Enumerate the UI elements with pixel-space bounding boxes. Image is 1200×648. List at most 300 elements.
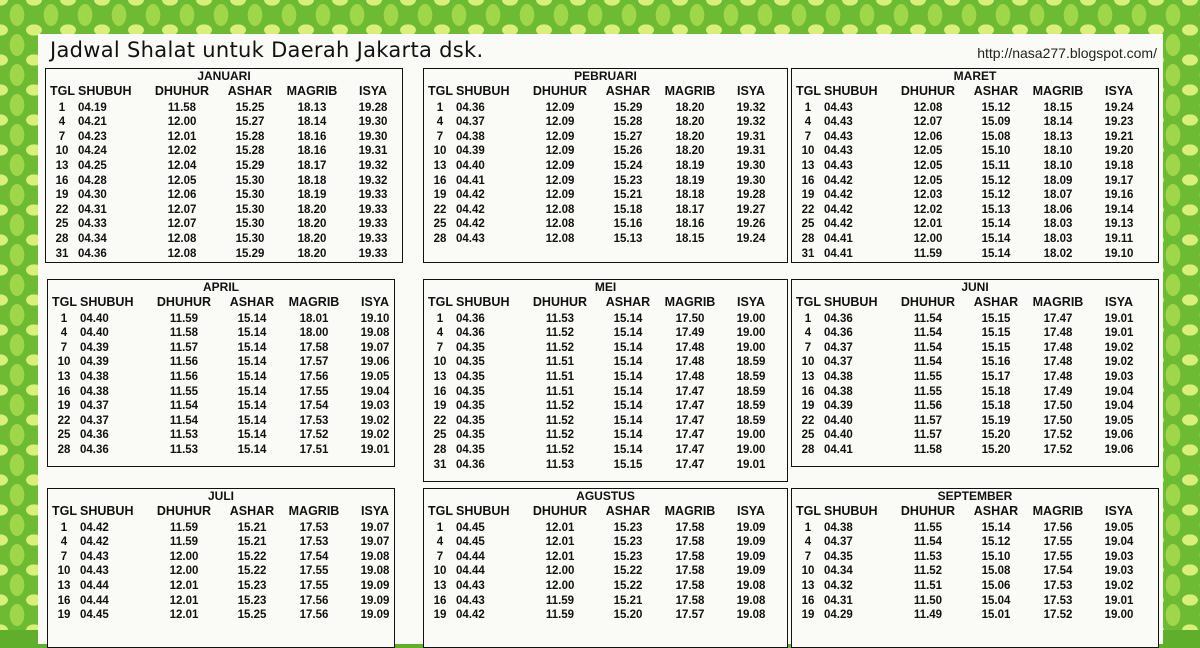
- cell-dhuhur: 12.08: [913, 101, 943, 114]
- cell-dhuhur: 12.09: [545, 174, 575, 187]
- cell-shubuh: 04.35: [456, 414, 485, 427]
- table-row: [46, 173, 404, 188]
- column-header-magrib: MAGRIB: [664, 503, 716, 518]
- cell-ashar: 15.18: [613, 203, 643, 216]
- cell-shubuh: 04.38: [824, 370, 853, 383]
- cell-magrib: 17.56: [299, 370, 329, 383]
- cell-ashar: 15.21: [237, 536, 267, 549]
- cell-magrib: 17.47: [1043, 312, 1073, 325]
- cell-ashar: 15.14: [237, 312, 267, 325]
- cell-dhuhur: 12.01: [545, 536, 575, 549]
- table-row: [792, 593, 1150, 608]
- cell-tgl: 19: [801, 189, 815, 202]
- table-row: [424, 129, 782, 144]
- table-row: [424, 608, 782, 623]
- cell-ashar: 15.28: [613, 116, 643, 129]
- cell-tgl: 13: [57, 579, 71, 592]
- table-row: [46, 129, 404, 144]
- table-row: [792, 340, 1150, 355]
- cell-ashar: 15.15: [981, 341, 1011, 354]
- cell-tgl: 28: [433, 232, 447, 245]
- cell-tgl: 19: [433, 609, 447, 622]
- cell-isya: 19.21: [1104, 130, 1134, 143]
- cell-isya: 19.00: [736, 429, 766, 442]
- cell-tgl: 22: [433, 414, 447, 427]
- column-header-isya: ISYA: [736, 294, 766, 309]
- table-row: [48, 442, 406, 457]
- cell-ashar: 15.14: [613, 414, 643, 427]
- cell-isya: 19.31: [736, 145, 766, 158]
- cell-ashar: 15.14: [613, 385, 643, 398]
- column-header-shubuh: SHUBUH: [456, 83, 510, 98]
- cell-magrib: 17.48: [1043, 341, 1073, 354]
- cell-magrib: 18.15: [1043, 101, 1073, 114]
- cell-magrib: 18.16: [297, 145, 327, 158]
- cell-isya: 18.59: [736, 385, 766, 398]
- cell-ashar: 15.30: [235, 189, 265, 202]
- cell-ashar: 15.19: [981, 414, 1011, 427]
- column-header-isya: ISYA: [736, 83, 766, 98]
- cell-tgl: 10: [801, 565, 815, 578]
- cell-ashar: 15.29: [235, 247, 265, 260]
- cell-tgl: 7: [60, 341, 68, 354]
- table-row: [424, 428, 782, 443]
- cell-isya: 19.00: [736, 341, 766, 354]
- month-name: MARET: [953, 69, 997, 83]
- cell-dhuhur: 11.59: [169, 312, 199, 325]
- cell-dhuhur: 12.00: [913, 232, 943, 245]
- cell-magrib: 17.48: [1043, 370, 1073, 383]
- cell-magrib: 17.58: [675, 565, 705, 578]
- cell-ashar: 15.10: [981, 550, 1011, 563]
- cell-shubuh: 04.38: [80, 385, 109, 398]
- cell-dhuhur: 11.59: [545, 594, 575, 607]
- table-row: [48, 520, 406, 535]
- cell-shubuh: 04.42: [456, 609, 485, 622]
- column-header-dhuhur: DHUHUR: [900, 503, 956, 518]
- cell-isya: 19.02: [360, 414, 390, 427]
- cell-isya: 19.06: [1104, 429, 1134, 442]
- column-header-shubuh: SHUBUH: [80, 294, 134, 309]
- cell-shubuh: 04.44: [80, 579, 109, 592]
- cell-ashar: 15.14: [981, 247, 1011, 260]
- cell-shubuh: 04.44: [456, 565, 485, 578]
- cell-dhuhur: 12.04: [167, 159, 197, 172]
- cell-shubuh: 04.36: [456, 327, 485, 340]
- month-name: SEPTEMBER: [937, 489, 1013, 503]
- cell-shubuh: 04.43: [80, 565, 109, 578]
- cell-isya: 19.17: [1104, 174, 1134, 187]
- cell-shubuh: 04.37: [80, 400, 109, 413]
- cell-dhuhur: 11.52: [913, 565, 943, 578]
- cell-isya: 19.30: [736, 174, 766, 187]
- cell-isya: 19.03: [360, 400, 390, 413]
- month-name: JUNI: [961, 280, 989, 294]
- cell-ashar: 15.22: [613, 565, 643, 578]
- cell-shubuh: 04.42: [456, 189, 485, 202]
- cell-ashar: 15.20: [981, 429, 1011, 442]
- cell-magrib: 17.53: [299, 414, 329, 427]
- schedule-sheet: [38, 34, 1163, 644]
- cell-dhuhur: 11.51: [545, 370, 575, 383]
- cell-ashar: 15.14: [613, 341, 643, 354]
- cell-dhuhur: 11.58: [913, 443, 943, 456]
- cell-dhuhur: 12.08: [167, 232, 197, 245]
- cell-tgl: 22: [57, 414, 71, 427]
- cell-shubuh: 04.36: [456, 101, 485, 114]
- table-row: [792, 173, 1150, 188]
- cell-shubuh: 04.43: [824, 145, 853, 158]
- cell-isya: 19.26: [736, 218, 766, 231]
- cell-dhuhur: 12.09: [545, 130, 575, 143]
- cell-isya: 19.27: [736, 203, 766, 216]
- cell-ashar: 15.15: [981, 312, 1011, 325]
- table-row: [48, 369, 406, 384]
- cell-isya: 19.04: [360, 385, 390, 398]
- cell-isya: 19.07: [360, 536, 390, 549]
- cell-isya: 19.08: [736, 579, 766, 592]
- cell-magrib: 17.57: [675, 609, 705, 622]
- source-url: http://nasa277.blogspot.com/: [977, 45, 1157, 61]
- cell-shubuh: 04.42: [824, 189, 853, 202]
- column-header-magrib: MAGRIB: [288, 503, 340, 518]
- cell-isya: 19.33: [358, 232, 388, 245]
- cell-isya: 19.04: [1104, 400, 1134, 413]
- cell-magrib: 18.13: [297, 101, 327, 114]
- cell-shubuh: 04.36: [80, 443, 109, 456]
- cell-dhuhur: 12.09: [545, 189, 575, 202]
- column-header-shubuh: SHUBUH: [824, 503, 878, 518]
- cell-dhuhur: 12.09: [545, 159, 575, 172]
- column-header-ashar: ASHAR: [605, 294, 651, 309]
- cell-shubuh: 04.42: [456, 218, 485, 231]
- cell-tgl: 31: [433, 458, 447, 471]
- cell-tgl: 19: [801, 609, 815, 622]
- table-row: [792, 355, 1150, 370]
- cell-ashar: 15.28: [235, 130, 265, 143]
- cell-tgl: 13: [433, 579, 447, 592]
- column-header-tgl: TGL: [52, 294, 77, 309]
- month-table: [791, 279, 1159, 467]
- cell-shubuh: 04.39: [456, 145, 485, 158]
- cell-dhuhur: 12.09: [545, 101, 575, 114]
- cell-dhuhur: 12.06: [913, 130, 943, 143]
- cell-ashar: 15.14: [237, 370, 267, 383]
- cell-shubuh: 04.44: [80, 594, 109, 607]
- cell-isya: 19.01: [1104, 594, 1134, 607]
- cell-tgl: 13: [433, 159, 447, 172]
- cell-dhuhur: 12.06: [167, 189, 197, 202]
- column-header-tgl: TGL: [52, 503, 77, 518]
- column-header-isya: ISYA: [1104, 294, 1134, 309]
- cell-shubuh: 04.35: [824, 550, 853, 563]
- table-row: [424, 340, 782, 355]
- column-header-row: [48, 503, 406, 518]
- month-table: [423, 68, 788, 263]
- cell-dhuhur: 11.59: [913, 247, 943, 260]
- cell-tgl: 13: [801, 579, 815, 592]
- cell-ashar: 15.23: [237, 594, 267, 607]
- column-header-tgl: TGL: [796, 503, 821, 518]
- cell-magrib: 17.58: [299, 341, 329, 354]
- cell-ashar: 15.14: [613, 327, 643, 340]
- cell-isya: 19.01: [1104, 312, 1134, 325]
- cell-magrib: 17.58: [675, 579, 705, 592]
- cell-shubuh: 04.43: [456, 579, 485, 592]
- cell-ashar: 15.21: [613, 189, 643, 202]
- cell-isya: 19.28: [736, 189, 766, 202]
- cell-tgl: 16: [801, 174, 815, 187]
- cell-shubuh: 04.36: [456, 312, 485, 325]
- cell-ashar: 15.30: [235, 203, 265, 216]
- column-header-isya: ISYA: [1104, 503, 1134, 518]
- cell-shubuh: 04.38: [824, 521, 853, 534]
- cell-magrib: 17.48: [675, 370, 705, 383]
- cell-shubuh: 04.40: [824, 429, 853, 442]
- cell-tgl: 7: [60, 550, 68, 563]
- cell-shubuh: 04.35: [456, 370, 485, 383]
- column-header-row: [792, 294, 1150, 309]
- cell-magrib: 17.54: [299, 550, 329, 563]
- column-header-tgl: TGL: [428, 294, 453, 309]
- cell-shubuh: 04.42: [824, 218, 853, 231]
- cell-dhuhur: 11.53: [545, 458, 575, 471]
- cell-dhuhur: 11.54: [913, 312, 943, 325]
- cell-dhuhur: 11.52: [545, 429, 575, 442]
- cell-dhuhur: 12.02: [167, 145, 197, 158]
- cell-tgl: 4: [804, 327, 812, 340]
- table-row: [424, 115, 782, 130]
- column-header-row: [792, 503, 1150, 518]
- cell-shubuh: 04.21: [78, 116, 107, 129]
- cell-ashar: 15.14: [613, 312, 643, 325]
- cell-ashar: 15.06: [981, 579, 1011, 592]
- cell-tgl: 28: [57, 443, 71, 456]
- cell-ashar: 15.26: [613, 145, 643, 158]
- cell-ashar: 15.14: [237, 341, 267, 354]
- cell-dhuhur: 12.05: [913, 145, 943, 158]
- cell-isya: 19.20: [1104, 145, 1134, 158]
- cell-dhuhur: 11.53: [169, 429, 199, 442]
- cell-isya: 19.02: [360, 429, 390, 442]
- cell-ashar: 15.29: [235, 159, 265, 172]
- cell-isya: 19.24: [736, 232, 766, 245]
- cell-tgl: 1: [436, 521, 444, 534]
- cell-dhuhur: 11.58: [167, 101, 197, 114]
- cell-magrib: 18.20: [675, 101, 705, 114]
- cell-tgl: 10: [433, 356, 447, 369]
- cell-magrib: 17.54: [1043, 565, 1073, 578]
- cell-magrib: 18.17: [675, 203, 705, 216]
- month-table: [423, 488, 788, 648]
- cell-ashar: 15.12: [981, 101, 1011, 114]
- cell-tgl: 19: [57, 400, 71, 413]
- cell-dhuhur: 11.57: [913, 429, 943, 442]
- cell-dhuhur: 12.00: [169, 550, 199, 563]
- cell-tgl: 19: [57, 609, 71, 622]
- cell-shubuh: 04.43: [824, 159, 853, 172]
- table-row: [792, 246, 1150, 261]
- cell-shubuh: 04.36: [824, 312, 853, 325]
- cell-isya: 19.08: [360, 550, 390, 563]
- cell-isya: 19.30: [358, 130, 388, 143]
- cell-shubuh: 04.43: [824, 116, 853, 129]
- cell-tgl: 16: [433, 174, 447, 187]
- table-row: [424, 564, 782, 579]
- table-row: [424, 535, 782, 550]
- month-table: [47, 488, 395, 648]
- cell-dhuhur: 11.54: [913, 356, 943, 369]
- cell-tgl: 4: [58, 116, 66, 129]
- column-header-ashar: ASHAR: [229, 503, 275, 518]
- table-row: [792, 608, 1150, 623]
- column-header-shubuh: SHUBUH: [824, 294, 878, 309]
- cell-shubuh: 04.36: [456, 458, 485, 471]
- cell-magrib: 17.57: [299, 356, 329, 369]
- cell-isya: 19.31: [736, 130, 766, 143]
- table-row: [424, 158, 782, 173]
- cell-tgl: 1: [58, 101, 66, 114]
- cell-ashar: 15.22: [237, 550, 267, 563]
- column-header-magrib: MAGRIB: [288, 294, 340, 309]
- month-table: [791, 68, 1159, 263]
- table-row: [46, 115, 404, 130]
- table-row: [424, 231, 782, 246]
- cell-magrib: 17.48: [1043, 327, 1073, 340]
- column-header-dhuhur: DHUHUR: [532, 503, 588, 518]
- cell-tgl: 7: [436, 130, 444, 143]
- table-row: [48, 549, 406, 564]
- cell-tgl: 10: [801, 145, 815, 158]
- table-row: [792, 399, 1150, 414]
- cell-shubuh: 04.28: [78, 174, 107, 187]
- month-name: JULI: [207, 489, 234, 503]
- cell-tgl: 7: [58, 130, 66, 143]
- table-row: [792, 129, 1150, 144]
- table-row: [48, 564, 406, 579]
- cell-tgl: 4: [60, 536, 68, 549]
- cell-isya: 19.00: [736, 312, 766, 325]
- cell-dhuhur: 11.54: [913, 536, 943, 549]
- table-row: [48, 428, 406, 443]
- cell-dhuhur: 12.05: [167, 174, 197, 187]
- cell-dhuhur: 11.53: [169, 443, 199, 456]
- table-row: [424, 311, 782, 326]
- cell-dhuhur: 11.50: [913, 594, 943, 607]
- cell-dhuhur: 11.54: [913, 327, 943, 340]
- cell-magrib: 17.48: [1043, 356, 1073, 369]
- cell-shubuh: 04.33: [78, 218, 107, 231]
- cell-tgl: 1: [60, 521, 68, 534]
- cell-magrib: 17.56: [299, 594, 329, 607]
- cell-magrib: 18.18: [297, 174, 327, 187]
- cell-shubuh: 04.45: [456, 521, 485, 534]
- cell-tgl: 25: [801, 218, 815, 231]
- cell-magrib: 18.10: [1043, 159, 1073, 172]
- cell-dhuhur: 11.56: [169, 370, 199, 383]
- column-header-dhuhur: DHUHUR: [532, 83, 588, 98]
- cell-magrib: 17.52: [1043, 429, 1073, 442]
- cell-shubuh: 04.40: [80, 312, 109, 325]
- cell-dhuhur: 12.09: [545, 116, 575, 129]
- cell-tgl: 19: [55, 189, 69, 202]
- cell-ashar: 15.23: [613, 521, 643, 534]
- cell-isya: 19.06: [1104, 443, 1134, 456]
- cell-magrib: 18.17: [297, 159, 327, 172]
- cell-shubuh: 04.38: [456, 130, 485, 143]
- cell-tgl: 19: [433, 189, 447, 202]
- cell-ashar: 15.10: [981, 145, 1011, 158]
- column-header-shubuh: SHUBUH: [456, 503, 510, 518]
- cell-shubuh: 04.35: [456, 385, 485, 398]
- cell-dhuhur: 12.01: [169, 579, 199, 592]
- cell-ashar: 15.21: [237, 521, 267, 534]
- cell-isya: 19.24: [1104, 101, 1134, 114]
- cell-isya: 19.32: [358, 159, 388, 172]
- cell-tgl: 4: [804, 536, 812, 549]
- cell-isya: 19.09: [360, 579, 390, 592]
- cell-tgl: 31: [801, 247, 815, 260]
- cell-magrib: 18.07: [1043, 189, 1073, 202]
- cell-dhuhur: 11.51: [545, 356, 575, 369]
- table-row: [46, 217, 404, 232]
- column-header-row: [792, 83, 1150, 98]
- cell-dhuhur: 11.59: [169, 521, 199, 534]
- month-name: PEBRUARI: [574, 69, 637, 83]
- cell-magrib: 18.10: [1043, 145, 1073, 158]
- cell-ashar: 15.17: [981, 370, 1011, 383]
- cell-magrib: 17.55: [299, 385, 329, 398]
- cell-isya: 19.09: [736, 536, 766, 549]
- table-row: [48, 355, 406, 370]
- column-header-magrib: MAGRIB: [286, 83, 338, 98]
- cell-dhuhur: 12.01: [913, 218, 943, 231]
- table-row: [792, 326, 1150, 341]
- cell-shubuh: 04.31: [824, 594, 853, 607]
- table-row: [46, 100, 404, 115]
- table-row: [424, 369, 782, 384]
- cell-isya: 19.02: [1104, 356, 1134, 369]
- cell-magrib: 17.52: [1043, 443, 1073, 456]
- cell-shubuh: 04.25: [78, 159, 107, 172]
- table-row: [424, 549, 782, 564]
- cell-tgl: 10: [57, 356, 71, 369]
- table-row: [48, 311, 406, 326]
- month-table: [47, 279, 395, 467]
- cell-shubuh: 04.30: [78, 189, 107, 202]
- cell-dhuhur: 12.08: [545, 203, 575, 216]
- cell-tgl: 16: [57, 385, 71, 398]
- cell-shubuh: 04.40: [80, 327, 109, 340]
- cell-isya: 19.01: [360, 443, 390, 456]
- cell-shubuh: 04.35: [456, 429, 485, 442]
- cell-tgl: 16: [801, 385, 815, 398]
- table-row: [792, 217, 1150, 232]
- cell-dhuhur: 11.52: [545, 327, 575, 340]
- cell-tgl: 10: [55, 145, 69, 158]
- cell-shubuh: 04.37: [80, 414, 109, 427]
- cell-isya: 19.00: [736, 327, 766, 340]
- cell-dhuhur: 12.00: [167, 116, 197, 129]
- cell-isya: 18.59: [736, 356, 766, 369]
- cell-tgl: 10: [433, 565, 447, 578]
- column-header-row: [424, 83, 782, 98]
- cell-ashar: 15.13: [981, 203, 1011, 216]
- cell-dhuhur: 12.01: [545, 550, 575, 563]
- cell-shubuh: 04.36: [824, 327, 853, 340]
- cell-magrib: 17.54: [299, 400, 329, 413]
- cell-isya: 19.08: [360, 327, 390, 340]
